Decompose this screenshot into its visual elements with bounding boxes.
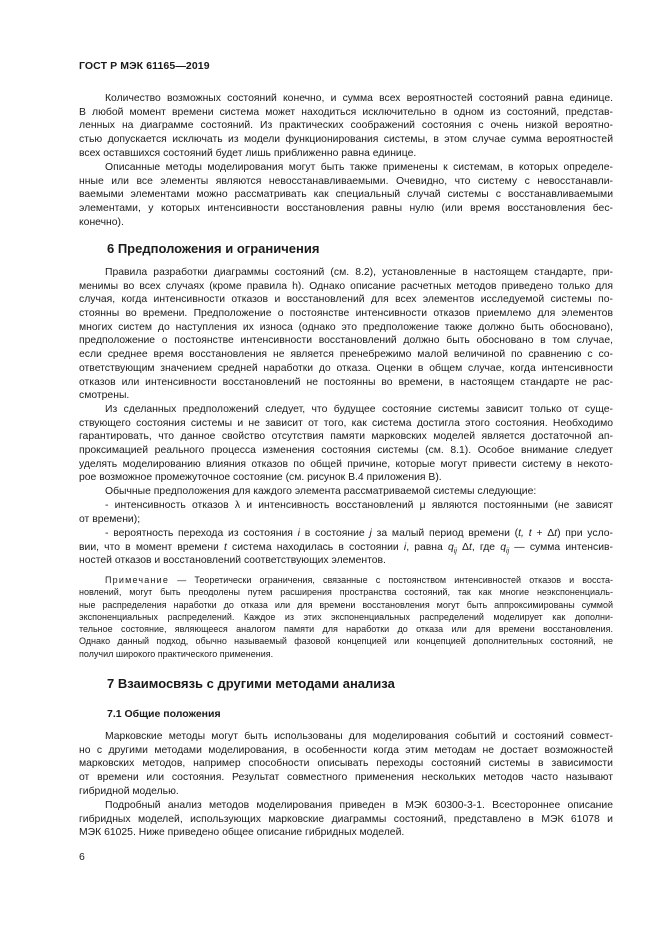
text-line: смотрены. (79, 390, 130, 402)
intro-paragraph-1 (79, 92, 613, 160)
text-line: многих систем до наступления их износа (однако это предположение также должно быть обосновано), (79, 321, 613, 333)
intro-paragraph-2 (79, 161, 613, 229)
text-line: конечно). (79, 216, 124, 228)
text-line: Обычные предположения для каждого элемента рассматриваемой системы следующие: (105, 486, 537, 497)
text-line: всех оставшихся состояний будет лишь приближенно равна единице. (79, 147, 417, 159)
section-6-paragraph-3 (79, 485, 613, 499)
document-header: ГОСТ Р МЭК 61165—2019 (79, 60, 210, 72)
note-line: новлений, могут быть преодолены путем расширения пространства состояний, так как многие неэкспоненциаль- (79, 587, 613, 598)
note-line: экспоненциальных распределений. Каждое из этих экспоненциальных распределений моделирует как дополни- (79, 611, 613, 622)
text-line: - интенсивность отказов λ и интенсивность восстановлений μ являются постоянными (не зависят (105, 500, 613, 511)
text-line: Количество возможных состояний конечно, и сумма всех вероятностей состояний равна единице. (105, 93, 613, 104)
section-6-heading: 6 Предположения и ограничения (107, 241, 320, 256)
text-line: от времени или состояния. Результат совместного применения нескольких методов часто называют (79, 772, 613, 784)
text-line: вии, что в момент времени t система находилась в состоянии i, равна $q_{ij}$ Δt, где $q_{ij}$ — сумма интенсив- (79, 541, 614, 555)
text-line: Правила разработки диаграммы состояний (см. 8.2), установленные в настоящем стандарте, при- (105, 267, 613, 278)
text-line: но с другими методами моделирования, в особенности когда этим методам не достает возможностей (79, 744, 613, 756)
text-line: Из сделанных предположений следует, что будущее состояние системы зависит только от суще- (105, 404, 613, 415)
note-line: Однако данный подход, обычно называемый фазовой концепцией или концепцией дополнительных состояний, не (79, 636, 613, 647)
text-line: ответствующим значением средней наработки до отказа. Оценки в общем случае, когда интенсивности (79, 362, 613, 374)
note-line: Примечание — Теоретически ограничения, связанные с постоянством интенсивностей отказов и восста- (105, 575, 613, 585)
assumption-item-1 (79, 499, 613, 526)
note-line: ные распределения наработки до отказа или для времени восстановления могут быть аппроксимированы суммой (79, 599, 613, 610)
section-6-paragraph-2 (79, 403, 613, 485)
text-line: уделять моделированию влияния отказов по общей причине, которые могут привести систему в некото- (79, 458, 613, 470)
text-line: если среднее время восстановления не является пренебрежимо малой величиной по сравнению с со- (79, 349, 613, 361)
text-line: Марковские методы могут быть использованы для моделирования событий и состояний совмест- (105, 731, 613, 742)
text-line: Подробный анализ методов моделирования приведен в МЭК 60300-3-1. Всестороннее описание (105, 800, 613, 811)
text-line: марковских методов, например способности описывать переходы состояний системы в зависимости (79, 758, 613, 770)
note-line: тельное состояние, являющееся аналогом памяти для наработки до отказа или для времени восстановления. (79, 624, 613, 635)
text-line: ваемыми элементами можно рассматривать как специальный случай системы с восстанавливаемыми (79, 189, 613, 201)
text-line: предположение о постоянстве интенсивности восстановлений должно быть обосновано в том случае, (79, 335, 613, 347)
text-line: - вероятность перехода из состояния i в состояние j за малый период времени (t, t + Δt) при усло- (105, 528, 613, 539)
text-line: проксимацией реального процесса изменения состояния системы (см. 8.1). Особое внимание следует (79, 445, 613, 457)
section-7-heading: 7 Взаимосвязь с другими методами анализа (107, 676, 395, 691)
text-line: стоянны во времени. Предположение о постоянстве интенсивности отказов приемлемо для элементов (79, 308, 613, 320)
text-line: рое возможное промежуточное состояние (см. рисунок В.4 приложения В). (79, 472, 442, 484)
text-line: ствующего состояния системы и не зависит от того, как система достигла этого состояния. Необходимо (79, 417, 613, 429)
page-number: 6 (79, 851, 85, 863)
text-line: менимы во всех случаях (кроме правила h). Однако описание расчетных методов приведено только для (79, 280, 613, 292)
text-line: гибридной моделью. (79, 785, 179, 797)
section-7-paragraph-2 (79, 799, 613, 840)
assumption-item-2 (79, 527, 613, 568)
text-line: В любой момент времени система может находиться исключительно в одном из состояний, представ- (79, 106, 613, 118)
text-line: стью допускается исключать из модели функционирования системы, в этом случае сумма вероятностей (79, 134, 613, 146)
text-line: нные или все элементы являются невосстанавливаемыми. Очевидно, что систему с невосстанавли- (79, 175, 613, 187)
text-line: МЭК 61025. Ниже приведено общее описание гибридных моделей. (79, 827, 405, 839)
note-line: получил широкого практического применения. (79, 648, 274, 659)
text-line: элементами, у которых интенсивности восстановления равны нулю (или время восстановления бес- (79, 203, 613, 215)
text-line: гарантировать, что данное свойство отсутствия памяти марковских моделей является достаточной ап- (79, 431, 613, 443)
text-line: от времени); (79, 513, 141, 525)
text-line: Описанные методы моделирования могут быть также применены к системам, в которых определе- (105, 162, 613, 173)
text-line: гибридных моделей, использующих марковские диаграммы состояний, представлено в МЭК 61078 и (79, 813, 613, 825)
text-line: отказов или интенсивности восстановлений не постоянны во времени, в настоящем стандарте не рас- (79, 376, 613, 388)
text-line: случая, когда интенсивности отказов и восстановлений для всех элементов исследуемой системы по- (79, 294, 613, 306)
text-line: ностей отказов и восстановлений соответствующих элементов. (79, 555, 386, 567)
section-6-paragraph-1 (79, 266, 613, 403)
text-line: ленных на диаграмме состояний. Из практических соображений состояния с очень низкой вероятно- (79, 120, 613, 132)
subsection-7-1-heading: 7.1 Общие положения (107, 708, 221, 720)
note-label: Примечание (105, 575, 170, 585)
note-block (79, 574, 613, 660)
section-7-paragraph-1 (79, 730, 613, 798)
